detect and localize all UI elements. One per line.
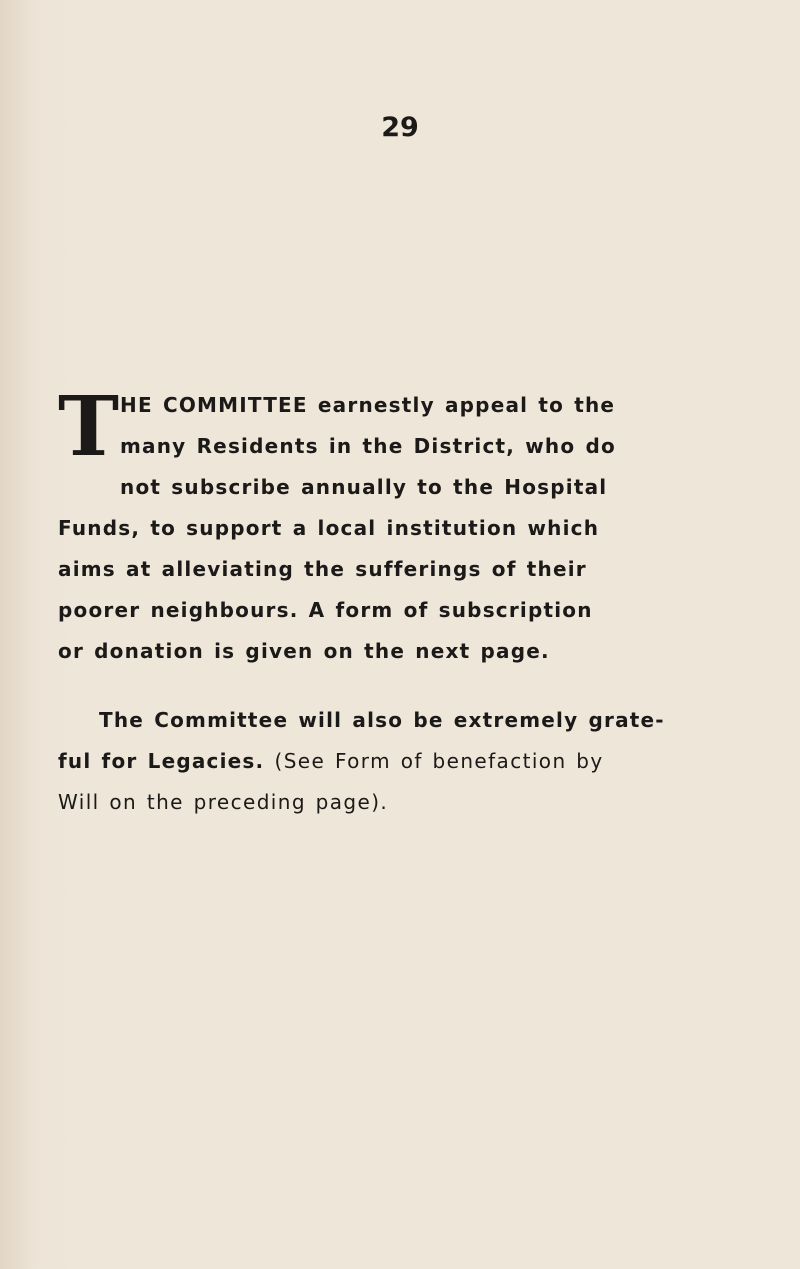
legacies-line-2-light: (See Form of benefaction by [274,749,604,773]
legacies-line-2-bold: ful for Legacies. [58,749,265,773]
appeal-line-7: or donation is given on the next page. [58,639,550,663]
appeal-line-1: HE COMMITTEE earnestly appeal to the [120,393,616,417]
legacies-line-3: Will on the preceding page). [58,790,389,814]
appeal-line-6: poorer neighbours. A form of subscription [58,598,593,622]
drop-cap: T [58,379,120,475]
appeal-line-4: Funds, to support a local institution which [58,516,600,540]
appeal-line-5: aims at alleviating the sufferings of their [58,557,587,581]
appeal-line-3: not subscribe annually to the Hospital [120,475,608,499]
page-number: 29 [381,112,419,143]
legacies-line-1: The Committee will also be extremely grate- [99,708,665,732]
legacies-line-2 [58,749,618,789]
appeal-line-2: many Residents in the District, who do [120,434,616,458]
